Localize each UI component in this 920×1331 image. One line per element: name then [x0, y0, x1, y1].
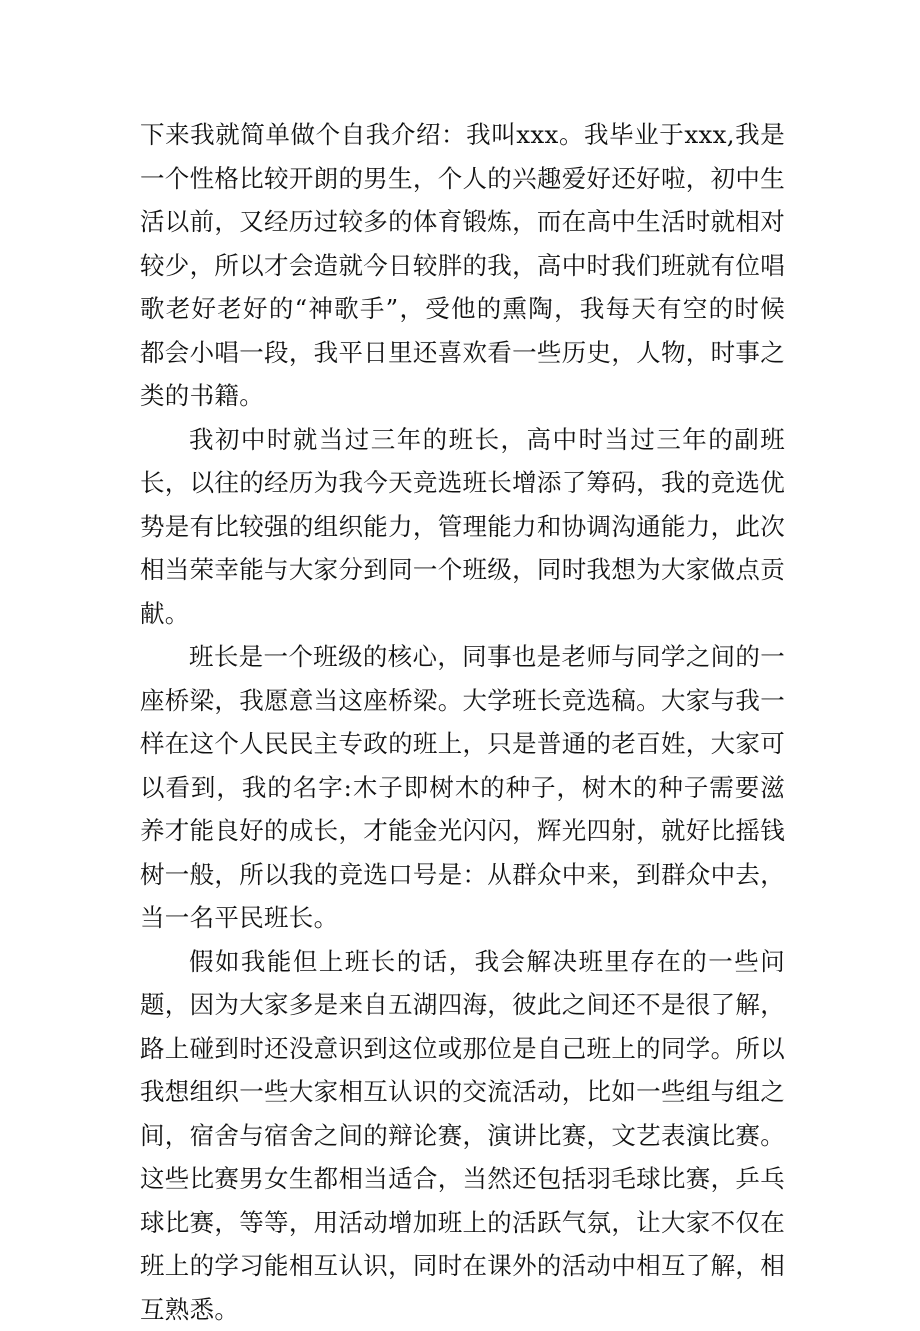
- paragraph-1: 下来我就简单做个自我介绍：我叫xxx。我毕业于xxx,我是一个性格比较开朗的男生，个人的兴趣爱好还好啦，初中生活以前，又经历过较多的体育锻炼，而在高中生活时就相对较少，所以才会造就今日较胖的我，高中时我们班就有位唱歌老好老好的“神歌手”，受他的熏陶，我每天有空的时候都会小唱一段，我平日里还喜欢看一些历史，人物，时事之类的书籍。: [140, 113, 785, 418]
- paragraph-3: 班长是一个班级的核心，同事也是老师与同学之间的一座桥梁，我愿意当这座桥梁。大学班长竞选稿。大家与我一样在这个人民民主专政的班上，只是普通的老百姓，大家可以看到，我的名字:木子即树木的种子，树木的种子需要滋养才能良好的成长，才能金光闪闪，辉光四射，就好比摇钱树一般，所以我的竞选口号是：从群众中来，到群众中去，当一名平民班长。: [140, 635, 785, 940]
- paragraph-2: 我初中时就当过三年的班长，高中时当过三年的副班长，以往的经历为我今天竞选班长增添了筹码，我的竞选优势是有比较强的组织能力，管理能力和协调沟通能力，此次相当荣幸能与大家分到同一个班级，同时我想为大家做点贡献。: [140, 418, 785, 636]
- document-body: [140, 113, 785, 1331]
- paragraph-4: 假如我能但上班长的话，我会解决班里存在的一些问题，因为大家多是来自五湖四海，彼此之间还不是很了解，路上碰到时还没意识到这位或那位是自己班上的同学。所以我想组织一些大家相互认识的交流活动，比如一些组与组之间，宿舍与宿舍之间的辩论赛，演讲比赛，文艺表演比赛。这些比赛男女生都相当适合，当然还包括羽毛球比赛，乒乓球比赛，等等，用活动增加班上的活跃气氛，让大家不仅在班上的学习能相互认识，同时在课外的活动中相互了解，相互熟悉。: [140, 940, 785, 1331]
